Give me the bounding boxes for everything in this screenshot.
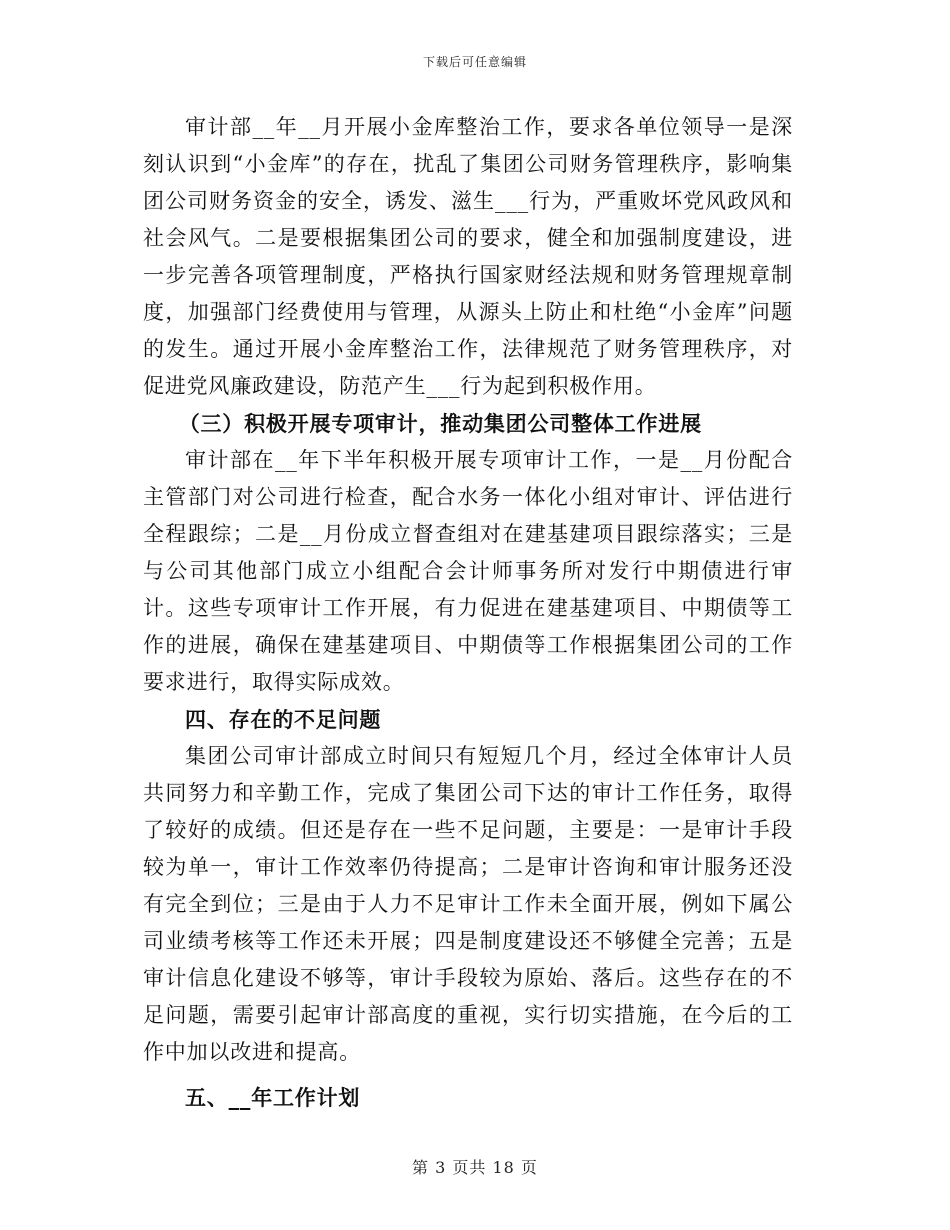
- paragraph-small-treasury: 审计部__年__月开展小金库整治工作，要求各单位领导一是深刻认识到“小金库”的存在，扰乱了集团公司财务管理秩序，影响集团公司财务资金的安全，诱发、滋生___行为，严重败坏党风政风和社会风气。二是要根据集团公司的要求，健全和加强制度建设，进一步完善各项管理制度，严格执行国家财经法规和财务管理规章制度，加强部门经费使用与管理，从源头上防止和杜绝“小金库”问题的发生。通过开展小金库整治工作，法律规范了财务管理秩序，对促进党风廉政建设，防范产生___行为起到积极作用。: [143, 115, 793, 398]
- paragraph-special-audit: 审计部在__年下半年积极开展专项审计工作，一是__月份配合主管部门对公司进行检查，配合水务一体化小组对审计、评估进行全程跟综；二是__月份成立督查组对在建基建项目跟综落实；三是与公司其他部门成立小组配合会计师事务所对发行中期债进行审计。这些专项审计工作开展，有力促进在建基建项目、中期债等工作的进展，确保在建基建项目、中期债等工作根据集团公司的工作要求进行，取得实际成效。: [143, 448, 793, 694]
- section-heading-special-audit: （三）积极开展专项审计，推动集团公司整体工作进展: [178, 411, 702, 436]
- section-heading-shortcomings: 四、存在的不足问题: [185, 707, 382, 732]
- page-footer: 第 3 页共 18 页: [412, 1158, 538, 1177]
- document-body: [143, 109, 793, 1116]
- paragraph-shortcomings: 集团公司审计部成立时间只有短短几个月，经过全体审计人员共同努力和辛勤工作，完成了集团公司下达的审计工作任务，取得了较好的成绩。但还是存在一些不足问题，主要是：一是审计手段较为单一，审计工作效率仍待提高；二是审计咨询和审计服务还没有完全到位；三是由于人力不足审计工作未全面开展，例如下属公司业绩考核等工作还未开展；四是制度建设还不够健全完善；五是审计信息化建设不够等，审计手段较为原始、落后。这些存在的不足问题，需要引起审计部高度的重视，实行切实措施，在今后的工作中加以改进和提高。: [143, 744, 793, 1064]
- section-heading-work-plan: 五、__年工作计划: [185, 1085, 361, 1110]
- page-header: 下载后可任意编辑: [422, 55, 527, 69]
